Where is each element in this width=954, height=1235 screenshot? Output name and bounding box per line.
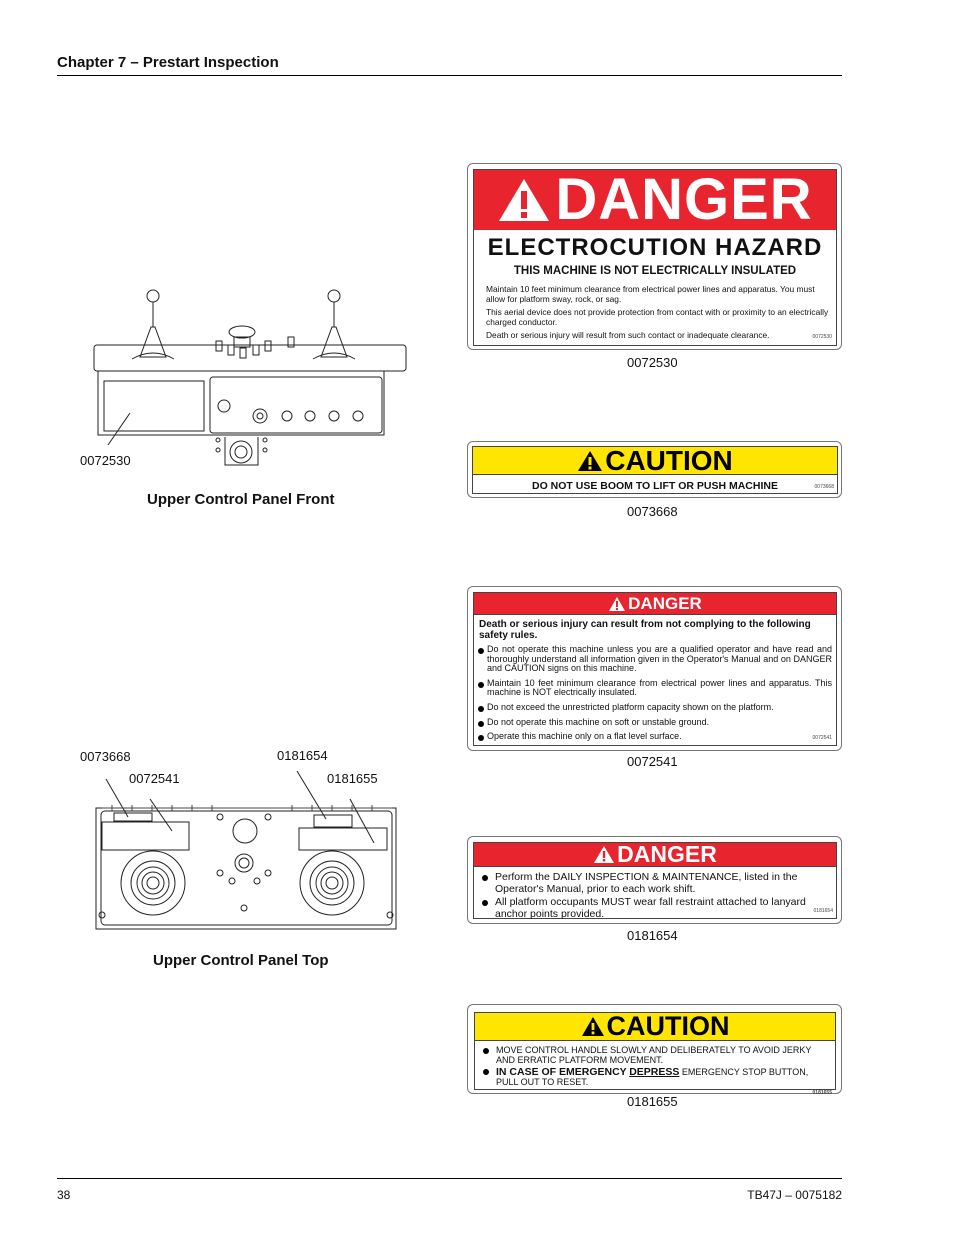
decal-safety-rules bbox=[467, 586, 842, 751]
callout-top-3: 0181654 bbox=[277, 748, 328, 763]
hazard-subtitle: ELECTROCUTION HAZARD bbox=[487, 234, 823, 261]
danger-banner: DANGER bbox=[474, 170, 836, 230]
danger-banner: DANGER bbox=[474, 593, 836, 615]
handle-list bbox=[483, 1045, 831, 1087]
decal-code: 0073668 bbox=[814, 484, 834, 490]
list-item: All platform occupants MUST wear fall restraint attached to lanyard anchor points provided. bbox=[482, 897, 832, 920]
bullet-icon bbox=[478, 721, 484, 727]
decal-label-3: 0072541 bbox=[627, 754, 678, 769]
list-item: Maintain 10 feet minimum clearance from electrical power lines and apparatus. This machine is NOT electrically insulated. bbox=[478, 679, 832, 698]
warning-triangle-icon bbox=[593, 845, 615, 864]
callout-top-2: 0072541 bbox=[129, 771, 180, 786]
bullet-icon bbox=[482, 875, 488, 881]
decal-code: 0181655 bbox=[812, 1090, 832, 1096]
caption-front: Upper Control Panel Front bbox=[147, 491, 335, 508]
list-item: MOVE CONTROL HANDLE SLOWLY AND DELIBERATELY TO AVOID JERKY AND ERRATIC PLATFORM MOVEMENT. bbox=[483, 1045, 831, 1065]
list-item: IN CASE OF EMERGENCY DEPRESS EMERGENCY STOP BUTTON, PULL OUT TO RESET. bbox=[483, 1067, 831, 1087]
decal-daily-inspection bbox=[467, 836, 842, 924]
list-item: Do not operate this machine unless you are a qualified operator and have read and thoroughly understand all information given in the Operator's Manual and on DANGER and CAUTION signs on this machine. bbox=[478, 645, 832, 674]
danger-banner: DANGER bbox=[474, 843, 836, 867]
warning-triangle-icon bbox=[608, 596, 626, 612]
bullet-icon bbox=[483, 1048, 489, 1054]
hazard-text: Maintain 10 feet minimum clearance from electrical power lines and apparatus. You must allow for platform sway, rock, or sag. This aerial device does not provide protection from contact with or proximity to an electrically charged conductor. Death or serious injury will result from such contact or inadequate clearance. bbox=[486, 284, 829, 340]
callout-top-1: 0073668 bbox=[80, 749, 131, 764]
warning-triangle-icon bbox=[577, 450, 603, 472]
upper-control-panel-top-drawing bbox=[92, 765, 402, 935]
decal-caution-boom bbox=[467, 441, 842, 498]
chapter-heading: Chapter 7 – Prestart Inspection bbox=[57, 54, 279, 71]
warning-triangle-icon bbox=[497, 177, 551, 223]
header-rule bbox=[57, 75, 842, 76]
document-id: TB47J – 0075182 bbox=[747, 1188, 842, 1202]
list-item: Do not exceed the unrestricted platform capacity shown on the platform. bbox=[478, 703, 832, 713]
bullet-icon bbox=[482, 900, 488, 906]
decal-label-5: 0181655 bbox=[627, 1094, 678, 1109]
decal-label-4: 0181654 bbox=[627, 928, 678, 943]
callout-front: 0072530 bbox=[80, 453, 131, 468]
bullet-icon bbox=[483, 1069, 489, 1075]
footer-rule bbox=[57, 1178, 842, 1179]
decal-code: 0072530 bbox=[812, 334, 832, 340]
decal-label-1: 0072530 bbox=[627, 355, 678, 370]
bullet-icon bbox=[478, 706, 484, 712]
hazard-heading: THIS MACHINE IS NOT ELECTRICALLY INSULATED bbox=[513, 265, 797, 277]
decal-code: 0072541 bbox=[812, 735, 832, 741]
callout-top-4: 0181655 bbox=[327, 771, 378, 786]
caution-banner: CAUTION bbox=[475, 1013, 835, 1041]
decal-code: 0181654 bbox=[813, 908, 833, 914]
caption-top: Upper Control Panel Top bbox=[153, 952, 329, 969]
decal-electrocution-hazard bbox=[467, 163, 842, 350]
bullet-icon bbox=[478, 735, 484, 741]
caution-text: DO NOT USE BOOM TO LIFT OR PUSH MACHINE bbox=[532, 480, 778, 492]
bullet-icon bbox=[478, 648, 484, 654]
inspection-list bbox=[482, 872, 832, 920]
decal-control-handle bbox=[467, 1004, 842, 1094]
warning-triangle-icon bbox=[581, 1016, 605, 1037]
caution-banner: CAUTION bbox=[473, 447, 837, 475]
rules-list bbox=[478, 645, 832, 742]
rules-intro: Death or serious injury can result from not complying to the following safety rules. bbox=[479, 619, 811, 641]
upper-control-panel-front-drawing bbox=[90, 285, 410, 470]
list-item: Perform the DAILY INSPECTION & MAINTENANCE, listed in the Operator's Manual, prior to each work shift. bbox=[482, 872, 832, 895]
bullet-icon bbox=[478, 682, 484, 688]
list-item: Do not operate this machine on soft or unstable ground. bbox=[478, 718, 832, 728]
page-number: 38 bbox=[57, 1188, 71, 1202]
decal-label-2: 0073668 bbox=[627, 504, 678, 519]
list-item: Operate this machine only on a flat level surface. bbox=[478, 732, 832, 742]
